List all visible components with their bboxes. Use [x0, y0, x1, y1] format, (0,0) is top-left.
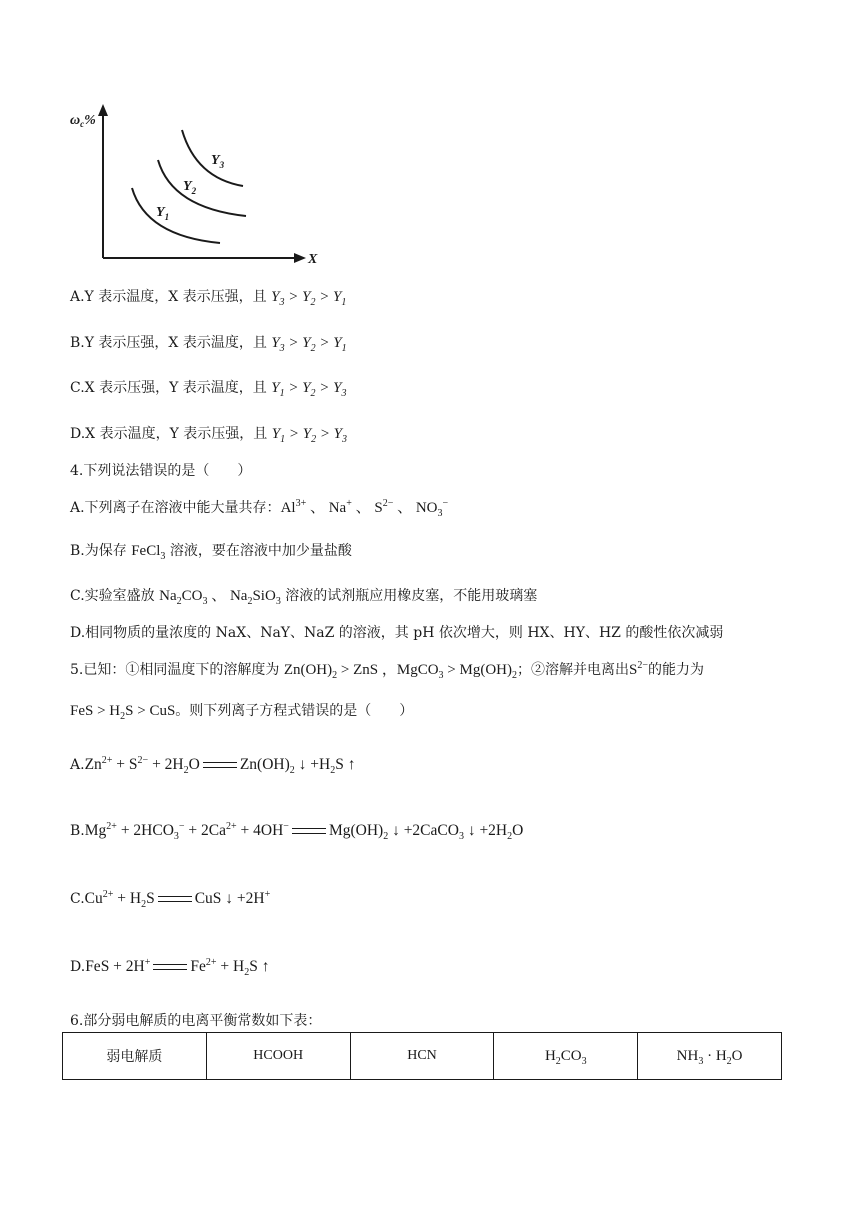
q5-option-a: $A.Zn^{2+} + S^{2-} + 2H_2O$ $Zn(OH)_2$ ↓ $+H_2S$ ↑ [70, 754, 356, 777]
q4-option-d: D.相同物质的量浓度的 NaX、NaY、NaZ 的溶液，其 pH 依次增大，则 HX、HY、HZ 的酸性依次减弱 [70, 625, 724, 641]
q4-option-b: B.为保存 FeCl$_3$ 溶液，要在溶液中加少量盐酸 [70, 543, 352, 562]
table-header-cell: HCN [350, 1033, 494, 1080]
q4-option-a: A.下列离子在溶液中能大量共存：$Al^{3+}$ 、 Na+ 、 $S^{2-}$ 、 $NO_3^-$ [70, 498, 449, 519]
ionization-constant-table [62, 1032, 782, 1080]
q3-option-d: D.X 表示温度，Y 表示压强，且 $Y_1 > Y_2 > Y_3$ [70, 426, 348, 445]
curve-y1 [132, 188, 220, 243]
q5-option-c: $C.Cu^{2+} + H_2S$ CuS ↓ +2H+ [70, 888, 271, 911]
y-axis-arrow [98, 104, 108, 116]
table-header-cell: $NH_3 \cdot H_2O$ [638, 1033, 782, 1080]
table-header-cell: $H_2CO_3$ [494, 1033, 638, 1080]
q5-equation-b: $Mg^{2+} + 2HCO_3^- + 2Ca^{2+} + 4OH^-$ $Mg(OH)_2$ ↓ +2CaCO$_3$ ↓ $+2H_2O$ [84, 820, 524, 843]
q5-stem-line2: FeS > $H_2S$ > CuS。则下列离子方程式错误的是（ ） [70, 703, 414, 722]
q5-option-d: D.FeS + 2H+ $Fe^{2+} + H_2S$ ↑ [70, 956, 270, 979]
q5-equation-d: FeS + 2H+ $Fe^{2+} + H_2S$ ↑ [85, 956, 270, 979]
curve-label-y3: $Y_3$ [211, 153, 225, 170]
table-header-cell: HCOOH [206, 1033, 350, 1080]
q4-ions: $Al^{3+}$ 、 Na+ 、 $S^{2-}$ 、 $NO_3^-$ [280, 498, 449, 519]
q5-option-b: $B.Mg^{2+} + 2HCO_3^- + 2Ca^{2+} + 4OH^-$ $Mg(OH)_2$ ↓ +2CaCO$_3$ ↓ $+2H_2O$ [70, 820, 524, 843]
x-axis-arrow [294, 253, 306, 263]
q3-option-c-order: $Y_1 > Y_2 > Y_3$ [271, 380, 347, 399]
q5-ability-order: FeS > $H_2S$ > CuS [70, 703, 176, 722]
q5-equation-a: $Zn^{2+} + S^{2-} + 2H_2O$ $Zn(OH)_2$ ↓ $+H_2S$ ↑ [84, 754, 356, 777]
q5-solubility: $Zn(OH)_2$ > ZnS ，MgCO$_3$ > $Mg(OH)_2$ [283, 662, 517, 681]
q4-stem: 4.下列说法错误的是（ ） [70, 463, 252, 479]
q3-option-b: B.Y 表示压强，X 表示温度，且 $Y_3 > Y_2 > Y_1$ [70, 335, 347, 354]
q3-option-c: C.X 表示压强，Y 表示温度，且 $Y_1 > Y_2 > Y_3$ [70, 380, 347, 399]
x-axis-label: X [308, 252, 318, 267]
q3-option-a-order: $Y_3 > Y_2 > Y_1$ [271, 289, 347, 308]
y-axis-label: $\omega_c\%$ [70, 113, 96, 129]
q4-salts: $Na_2CO_3$ 、 $Na_2SiO_3$ [159, 588, 281, 607]
curve-y2 [158, 160, 246, 216]
q3-option-d-order: $Y_1 > Y_2 > Y_3$ [271, 426, 348, 445]
q4-option-c: C.实验室盛放 $Na_2CO_3$ 、 $Na_2SiO_3$ 溶液的试剂瓶应用橡皮塞，不能用玻璃塞 [70, 588, 538, 607]
q5-equation-c: $Cu^{2+} + H_2S$ CuS ↓ +2H+ [84, 888, 271, 911]
q5-stem-line1: 5.已知：①相同温度下的溶解度为 $Zn(OH)_2$ > ZnS ，MgCO$_3$ > $Mg(OH)_2$；②溶解并电离出$S^{2-}$的能力为 [70, 660, 704, 681]
curve-label-y1: $Y_1$ [156, 205, 170, 222]
q5-sulfide-ion: $S^{2-}$ [628, 660, 648, 678]
table-header-cell: 弱电解质 [63, 1033, 207, 1080]
concentration-curve-graph [68, 98, 328, 268]
curve-label-y2: $Y_2$ [183, 179, 197, 196]
q3-option-b-order: $Y_3 > Y_2 > Y_1$ [271, 335, 347, 354]
table-row [63, 1033, 782, 1080]
q3-option-a: A.Y 表示温度，X 表示压强，且 $Y_3 > Y_2 > Y_1$ [70, 289, 347, 308]
q4-fecl3: FeCl$_3$ [131, 543, 166, 562]
q6-stem: 6.部分弱电解质的电离平衡常数如下表： [70, 1013, 322, 1029]
